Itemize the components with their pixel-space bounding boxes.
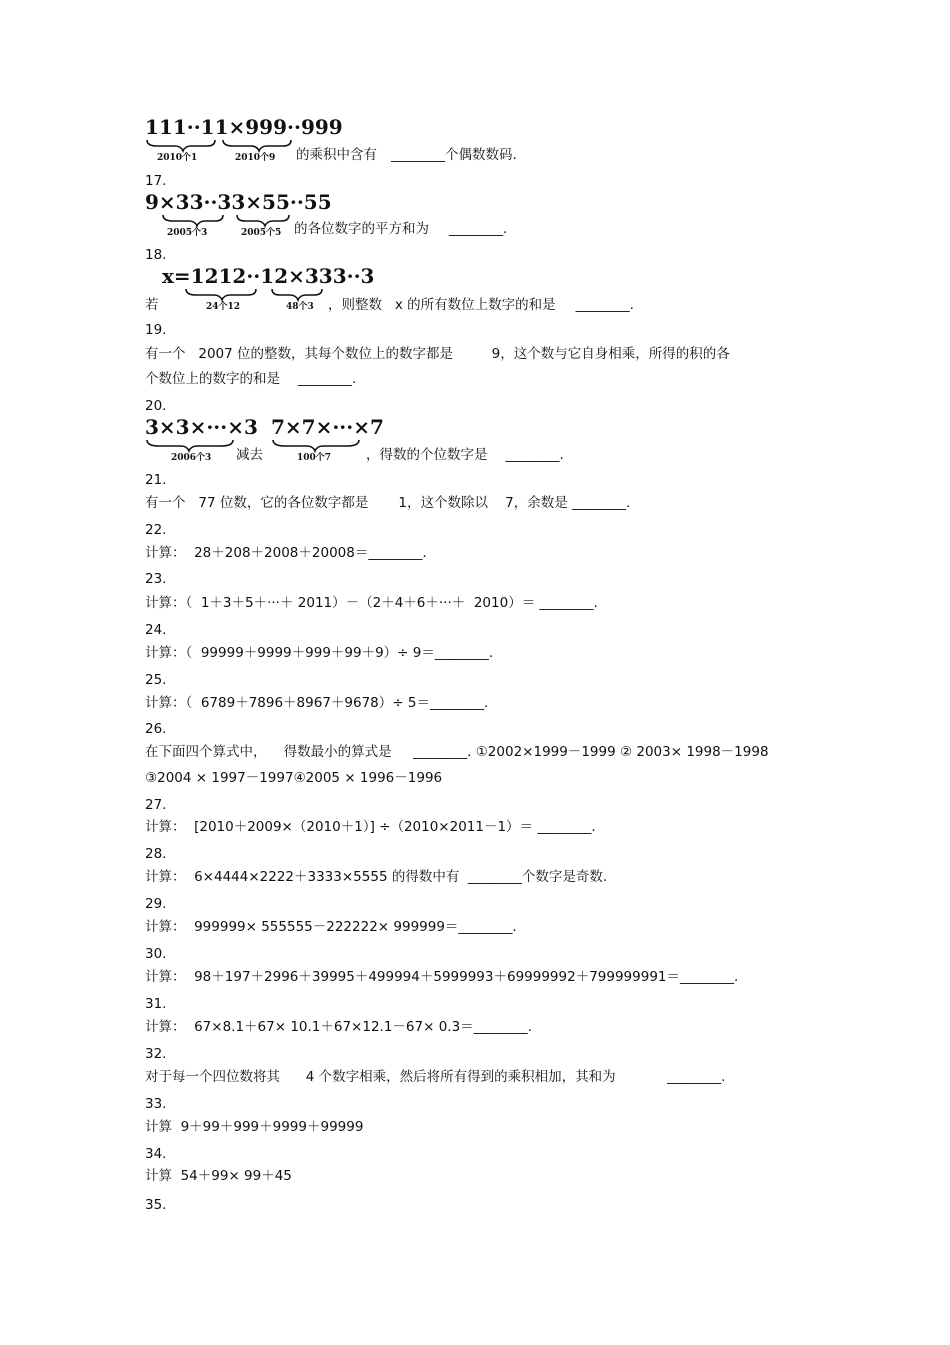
q27-text: 计算： [2010＋2009×（2010＋1）] ÷（2010×2011－1）＝ ________. [145, 819, 596, 835]
q20-tail: . [559, 447, 564, 463]
q17-blank: ________ [449, 221, 503, 237]
q17-formula-expr: 9×33··33×55··55 [145, 190, 332, 214]
q16-text: 的乘积中含有 [296, 147, 377, 163]
q18-text-line [328, 296, 634, 314]
q27-number: 27. [145, 797, 167, 813]
q30-number: 30. [145, 946, 167, 962]
q30-text: 计算： 98＋197＋2996＋39995＋499994＋5999993＋69999992＋799999991＝________. [145, 969, 739, 985]
q24-text: 计算：（ 99999＋9999＋999＋99＋9）÷ 9＝________. [145, 645, 494, 661]
q18-sub1: 24个12 [206, 302, 241, 312]
q32-text: 对于每一个四位数将其 4 个数字相乘，然后将所有得到的乘积相加，其和为 ________. [145, 1069, 726, 1085]
q16-tail: 个偶数数码. [445, 147, 517, 163]
q19-text: 个数位上的数字的和是 [145, 371, 280, 387]
q18-blank: ________ [575, 297, 630, 313]
q24-number: 24. [145, 622, 167, 638]
q18-number: 18. [145, 247, 167, 263]
q26-line2: ③2004 × 1997－1997④2005 × 1996－1996 [145, 770, 443, 786]
q20-formula-2 [271, 415, 384, 463]
q17-number: 17. [145, 173, 167, 189]
q21-text: 有一个 77 位数，它的各位数字都是 1，这个数除以 7，余数是 ________. [145, 495, 631, 511]
q20-blank: ________ [505, 447, 560, 463]
q28-text: 计算： 6×4444×2222＋3333×5555 的得数中有 ________个数字是奇数. [145, 869, 608, 885]
q19-number: 19. [145, 322, 167, 338]
q20-text-line [366, 446, 564, 464]
q19-line2 [145, 370, 356, 388]
q17-text: 的各位数字的平方和为 [294, 221, 429, 237]
q23-number: 23. [145, 571, 167, 587]
q23-text: 计算：（ 1＋3＋5＋···＋ 2011）－（2＋4＋6＋···＋ 2010）＝ ________. [145, 595, 598, 611]
q19-tail: . [352, 371, 357, 387]
q26-line1: 在下面四个算式中， 得数最小的算式是 ________. ①2002×1999－1999 ② 2003× 1998－1998 [145, 744, 769, 760]
q19-blank: ________ [298, 371, 352, 387]
q18-text: ，则整数 x 的所有数位上数字的和是 [328, 297, 556, 313]
q16-sub1: 2010个1 [157, 153, 198, 163]
q16-sub2: 2010个9 [235, 153, 276, 163]
q20-formula-expr-1: 3×3×···×3 [145, 415, 258, 439]
q18-tail: . [629, 297, 634, 313]
q31-text: 计算： 67×8.1＋67× 10.1＋67×12.1－67× 0.3＝________. [145, 1019, 532, 1035]
q20-text: ，得数的个位数字是 [366, 447, 488, 463]
q21-number: 21. [145, 472, 167, 488]
q17-tail: . [503, 221, 508, 237]
q32-number: 32. [145, 1046, 167, 1062]
q33-text: 计算 9＋99＋999＋9999＋99999 [145, 1119, 364, 1135]
q28-number: 28. [145, 846, 167, 862]
q29-text: 计算： 999999× 555555－222222× 999999＝________. [145, 919, 517, 935]
q16-text-line [296, 146, 517, 164]
q22-text: 计算： 28＋208＋2008＋20008＝________. [145, 545, 427, 561]
q17-text-line [294, 220, 507, 238]
q33-number: 33. [145, 1096, 167, 1112]
q29-number: 29. [145, 896, 167, 912]
q16-blank: ________ [391, 147, 445, 163]
q20-formula-expr-2: 7×7×···×7 [271, 415, 384, 439]
q20-sub2: 100个7 [297, 453, 332, 463]
q17-formula [145, 190, 332, 238]
q17-sub1: 2005个3 [167, 228, 208, 238]
q19-line1: 有一个 2007 位的整数，其每个数位上的数字都是 9，这个数与它自身相乘，所得的积的各 [145, 346, 730, 362]
q22-number: 22. [145, 522, 167, 538]
q18-formula [162, 264, 375, 312]
q16-formula-expr: 111··11×999··999 [145, 115, 343, 139]
q20-mid: 减去 [236, 447, 263, 463]
q17-sub2: 2005个5 [241, 228, 282, 238]
q20-number: 20. [145, 398, 167, 414]
q31-number: 31. [145, 996, 167, 1012]
q34-text: 计算 54＋99× 99＋45 [145, 1168, 292, 1184]
q20-sub1: 2006个3 [171, 453, 212, 463]
q25-number: 25. [145, 672, 167, 688]
q34-number: 34. [145, 1146, 167, 1162]
q18-sub2: 48个3 [286, 302, 314, 312]
q26-number: 26. [145, 721, 167, 737]
q25-text: 计算：（ 6789＋7896＋8967＋9678）÷ 5＝________. [145, 695, 489, 711]
q18-prefix: 若 [145, 297, 159, 313]
q18-formula-expr: x=1212··12×333··3 [162, 264, 375, 288]
q35-number: 35. [145, 1197, 167, 1213]
